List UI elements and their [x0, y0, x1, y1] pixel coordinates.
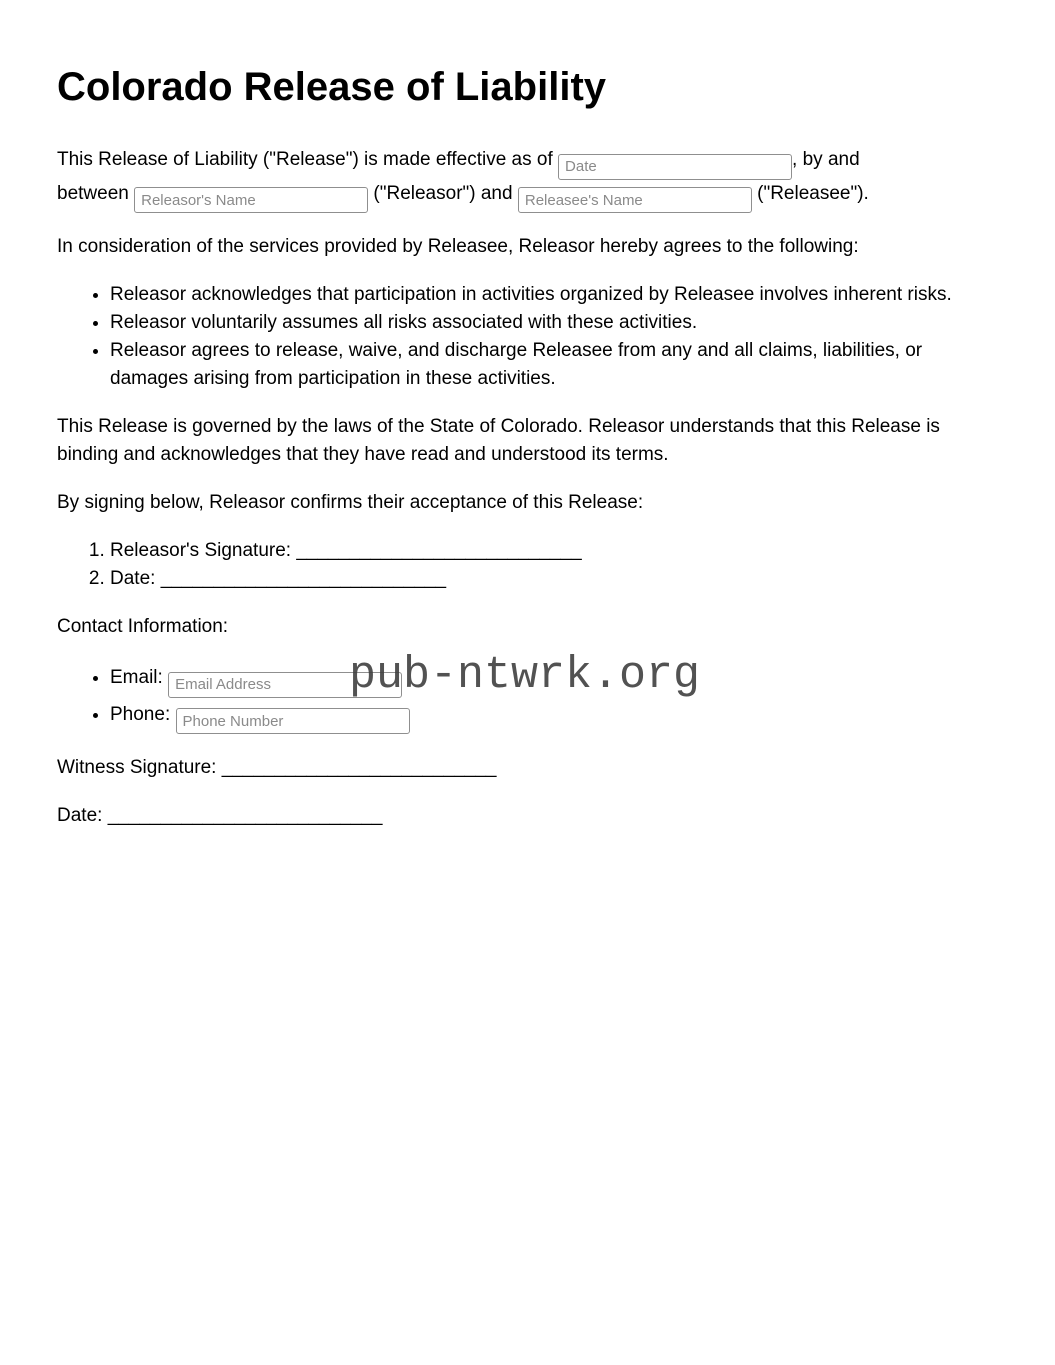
releasor-signature-label: Releasor's Signature: [110, 540, 292, 561]
witness-signature-label: Witness Signature: [57, 757, 217, 778]
phone-item [110, 698, 980, 735]
intro-text-releasee: ("Releasee"). [757, 182, 869, 204]
witness-signature-row [57, 754, 980, 782]
witness-signature-blank-line: __________________________ [221, 757, 497, 778]
intro-text-between: between [57, 182, 129, 204]
releasor-signature-item [110, 537, 980, 565]
final-date-label: Date: [57, 805, 103, 826]
phone-input[interactable] [176, 708, 410, 734]
email-label: Email: [110, 667, 163, 688]
signature-number-list [57, 537, 980, 593]
final-date-row [57, 802, 980, 830]
intro-text-effective: This Release of Liability ("Release") is made effective as of [57, 149, 553, 170]
risk-bullet-list [57, 281, 980, 393]
contact-list [57, 661, 980, 734]
acceptance-paragraph: By signing below, Releasor confirms their acceptance of this Release: [57, 492, 644, 513]
final-date-blank-line: __________________________ [107, 805, 383, 826]
intro-text-by-and: , by and [792, 149, 860, 170]
releasor-signature-blank-line: ___________________________ [296, 540, 582, 561]
site-watermark: pub-ntwrk.org [349, 650, 701, 701]
risk-bullet-item: • Releasor acknowledges that participation in activities organized by Releasee involves inherent risks. [110, 281, 980, 309]
risk-bullet-item: • Releasor agrees to release, waive, and discharge Releasee from any and all claims, liabilities, or damages arising from participation in these activities. [110, 337, 980, 393]
email-input[interactable] [168, 672, 402, 698]
contact-heading: Contact Information: [57, 616, 229, 637]
signature-date-blank-line: ___________________________ [160, 568, 447, 589]
signature-date-item [110, 565, 980, 593]
date-input[interactable] [558, 154, 792, 180]
document-content [0, 64, 1055, 830]
page-title: Colorado Release of Liability [57, 65, 607, 109]
intro-paragraph [57, 146, 980, 213]
releasee-name-input[interactable] [518, 187, 752, 213]
intro-text-releasor: ("Releasor") and [373, 182, 513, 204]
governing-law-paragraph: This Release is governed by the laws of the State of Colorado. Releasor understands that this Release is binding and acknowledges that they have read and understood its terms. [57, 416, 940, 465]
email-item [110, 661, 980, 698]
signature-date-label: Date: [110, 568, 156, 589]
releasor-name-input[interactable] [134, 187, 368, 213]
consideration-paragraph: In consideration of the services provided by Releasee, Releasor hereby agrees to the following: [57, 236, 859, 257]
risk-bullet-item: • Releasor voluntarily assumes all risks associated with these activities. [110, 309, 980, 337]
phone-label: Phone: [110, 703, 171, 725]
